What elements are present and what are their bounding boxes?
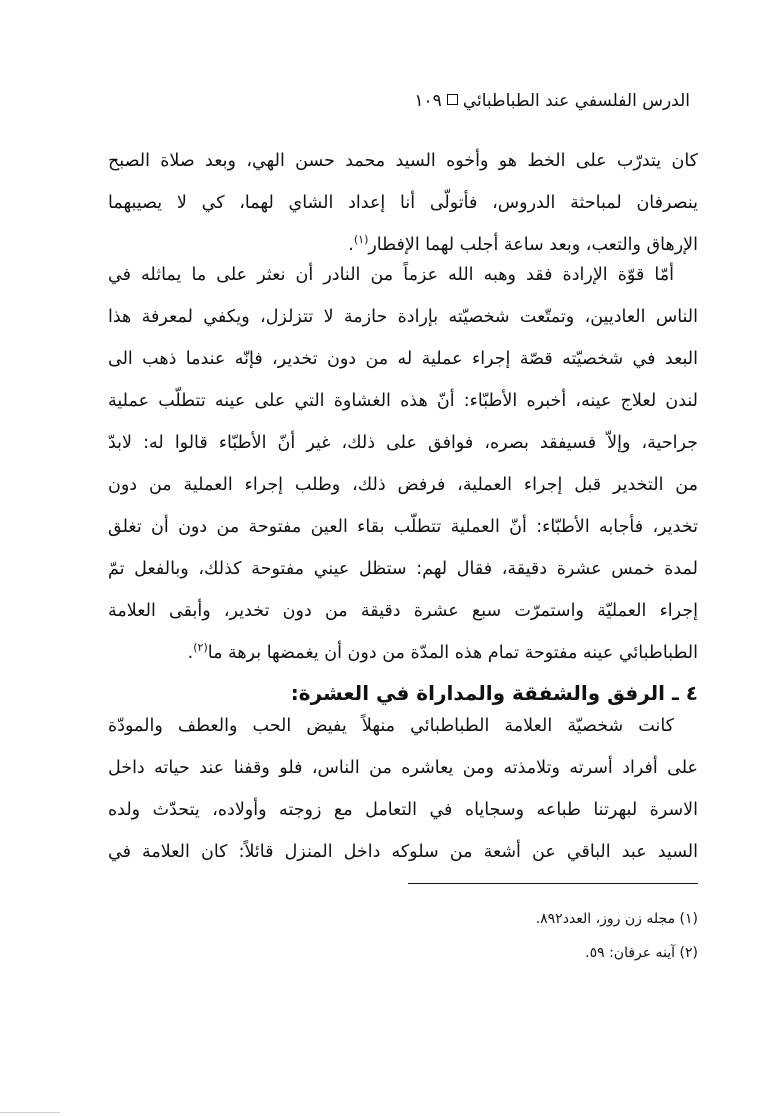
square-ornament-icon: [447, 94, 458, 105]
footnote-marker: (١): [679, 911, 698, 927]
footnote-item: [300, 902, 698, 936]
footnote-item: [300, 936, 698, 970]
text-line: من التخدير قبل إجراء العملية، فرفض ذلك، وطلب إجراء العملية من دون: [108, 475, 698, 495]
line-end-punct: .: [187, 643, 194, 663]
text-line: أمّا قوّة الإرادة فقد وهبه الله عزماً من النادر أن نعثر على ما يماثله في: [108, 265, 674, 285]
footnote-marker: (٢): [679, 945, 698, 961]
section-number: ٤: [685, 681, 698, 705]
text-line: الاسرة لبهرتنا طباعه وسجاياه في التعامل مع زوجته وأولاده، يتحدّث ولده: [108, 800, 698, 820]
paragraph-2: [108, 254, 698, 674]
text-line: لمدة خمس عشرة دقيقة، فقال لهم: ستظل عيني مفتوحة كذلك، وبالفعل تمّ: [108, 559, 698, 579]
footnote-ref: (١): [353, 233, 369, 247]
section-heading: ٤ ـ الرفق والشفقة والمداراة في العشرة:: [290, 681, 698, 705]
line-end-punct: .: [348, 235, 354, 255]
text-line: على أفراد أسرته وتلامذته ومن يعاشره من الناس، فلو وقفنا عند حياته داخل: [108, 758, 698, 778]
footnote-text: آينه عرفان: ٥٩.: [585, 945, 676, 961]
text-line: [108, 632, 698, 674]
footnote-text: مجله زن روز، العدد٨٩٢.: [535, 911, 676, 927]
section-paragraph: [108, 705, 698, 873]
text-line: السيد عبد الباقي عن أشعة من سلوكه داخل المنزل قائلاً: كان العلامة في: [108, 842, 698, 862]
text-line: تخدير، فأجابه الأطبّاء: أنّ العملية تتطلّب بقاء العين مفتوحة من دون أن تغلق: [108, 517, 698, 537]
paragraph-1: [108, 140, 698, 266]
text-line-content: الإرهاق والتعب، وبعد ساعة أجلب لهما الإفطار: [368, 235, 698, 255]
section-title: الرفق والشفقة والمداراة في العشرة:: [290, 681, 666, 705]
text-line: لندن لعلاج عينه، أخبره الأطبّاء: أنّ هذه الغشاوة التي على عينه تتطلّب عملية: [108, 391, 698, 411]
text-line: جراحية، وإلاّ فسيفقد بصره، فوافق على ذلك، غير أنّ الأطبّاء قالوا له: لابدّ: [108, 433, 698, 453]
footnote-divider: [408, 883, 698, 884]
text-line: البعد في شخصيّته قصّة إجراء عملية له من دون تخدير، فإنّه عندما ذهب الى: [108, 349, 698, 369]
text-line: كان يتدرّب على الخط هو وأخوه السيد محمد حسن الهي، وبعد صلاة الصبح: [108, 151, 698, 171]
header-title: الدرس الفلسفي عند الطباطبائي: [462, 91, 690, 111]
running-header: [120, 88, 690, 114]
text-line: إجراء العمليّة واستمرّت سبع عشرة دقيقة من دون تخدير، وأبقى العلامة: [108, 601, 698, 621]
footnote-ref: (٢): [193, 641, 208, 655]
page-number: ١٠٩: [414, 91, 442, 111]
text-line-content: الطباطبائي عينه مفتوحة تمام هذه المدّة من دون أن يغمضها برهة ما: [207, 643, 698, 663]
text-line: كانت شخصيّة العلامة الطباطبائي منهلاً يفيض الحب والعطف والمودّة: [108, 716, 674, 736]
footnotes: [300, 902, 698, 970]
text-line: الناس العاديين، وتمتّعت شخصيّته بإرادة حازمة لا تتزلزل، ويكفي لمعرفة هذا: [108, 307, 698, 327]
scan-edge-mark: [0, 1112, 60, 1113]
text-line: ينصرفان لمباحثة الدروس، فأتولّى أنا إعداد الشاي لهما، كي لا يصيبهما: [108, 193, 698, 213]
